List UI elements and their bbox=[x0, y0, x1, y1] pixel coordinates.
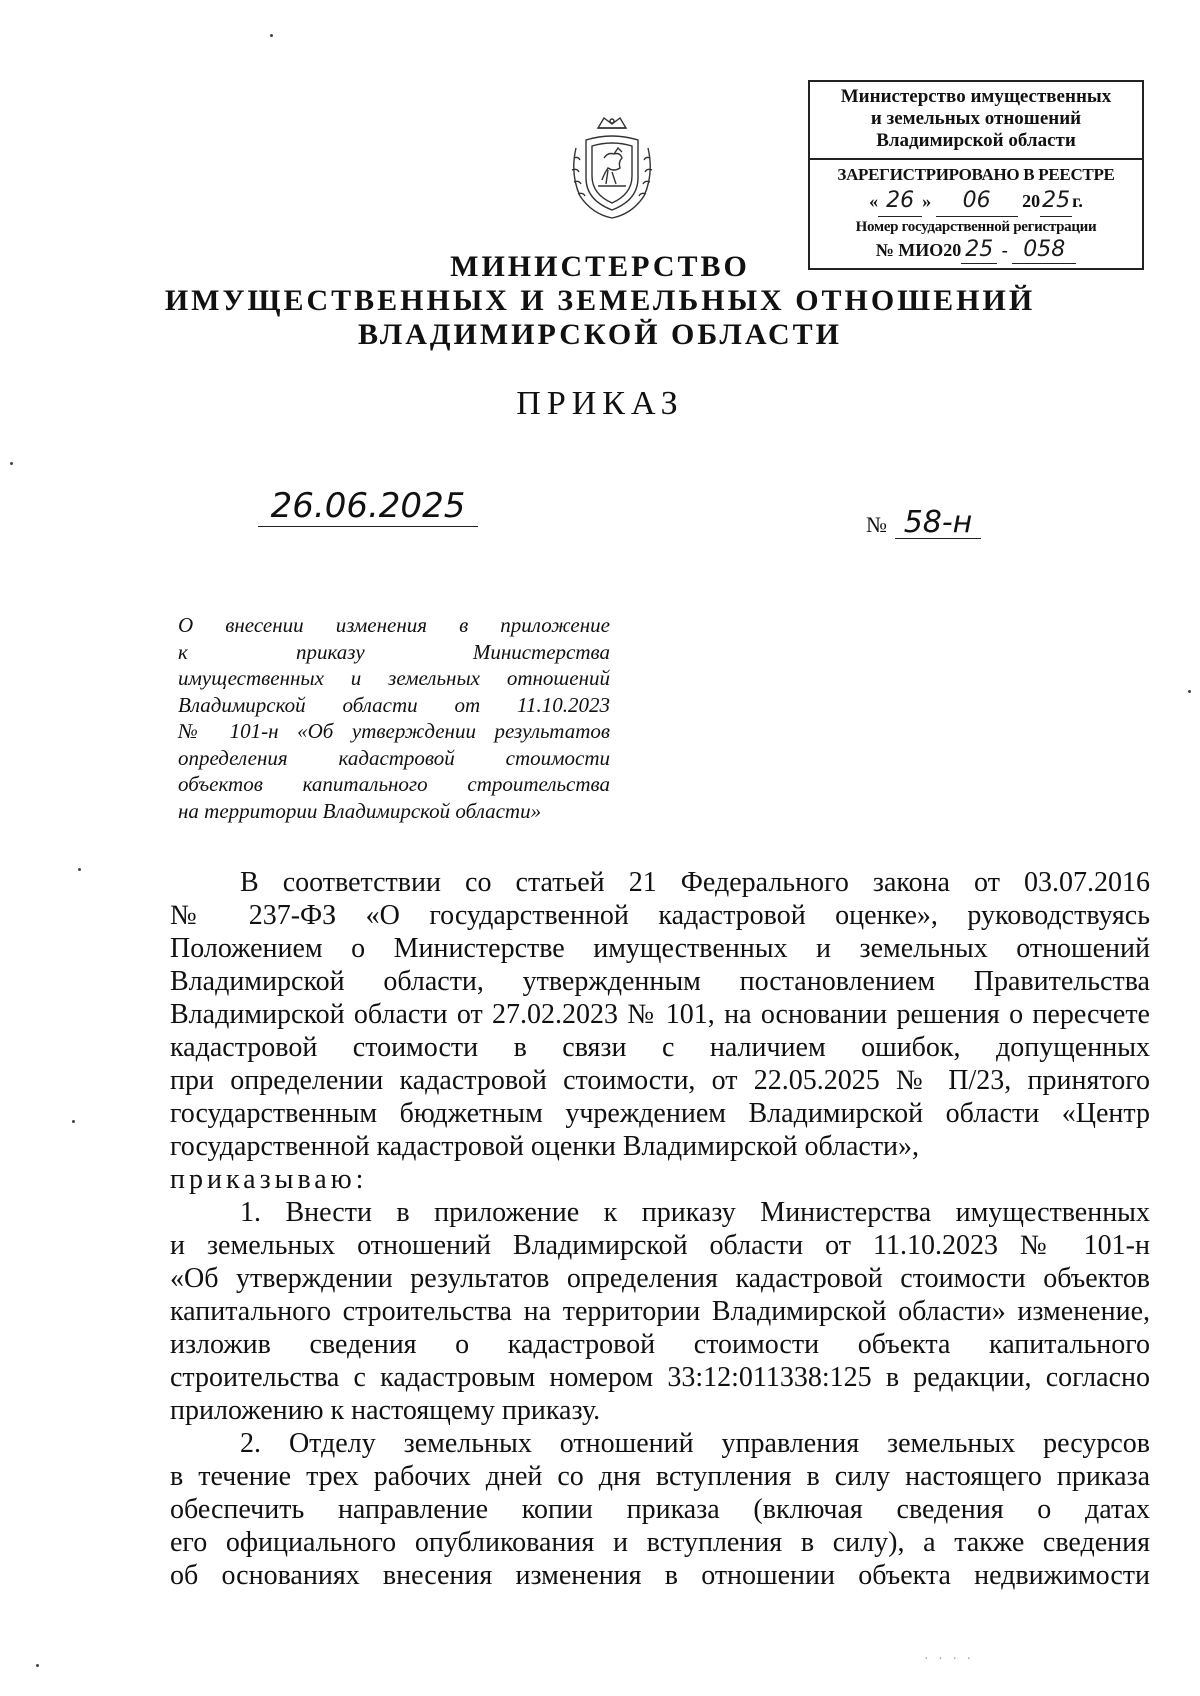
scan-speck bbox=[36, 1664, 39, 1667]
coat-of-arms-icon bbox=[568, 114, 656, 224]
stamp-reg-label: Номер государственной регистрации bbox=[855, 219, 1097, 235]
preamble-line: Положением о Министерстве имущественных и земельных отношений bbox=[170, 933, 1150, 964]
item-2-line: в течение трех рабочих дней со дня вступления в силу настоящего приказа bbox=[170, 1461, 1150, 1492]
command-word: приказываю: bbox=[170, 1164, 368, 1195]
stamp-reg-year: 25 bbox=[961, 237, 997, 264]
item-1-line: «Об утверждении результатов определения кадастровой стоимости объектов bbox=[170, 1263, 1150, 1294]
stamp-org-line: Владимирской области bbox=[876, 130, 1076, 151]
scan-speck bbox=[1188, 690, 1191, 693]
stamp-registered-label: ЗАРЕГИСТРИРОВАНО В РЕЕСТРЕ bbox=[837, 165, 1115, 184]
preamble-line: В соответствии со статьей 21 Федерального закона от 03.07.2016 bbox=[240, 867, 1150, 898]
stamp-org-line: и земельных отношений bbox=[870, 108, 1082, 129]
scan-speck bbox=[72, 1120, 75, 1123]
stamp-org-line: Министерство имущественных bbox=[840, 86, 1112, 107]
preamble-line: Владимирской области от 27.02.2023 № 101, на основании решения о пересчете bbox=[170, 999, 1150, 1030]
stamp-reg-num: 058 bbox=[1012, 237, 1076, 264]
page-footer-mark: · · · · bbox=[924, 1652, 975, 1667]
stamp-day: 26 bbox=[878, 186, 922, 217]
preamble-line: № 237-ФЗ «О государственной кадастровой оценке», руководствуясь bbox=[170, 900, 1150, 931]
order-number: 58-н bbox=[895, 508, 981, 539]
item-1-line: 1. Внести в приложение к приказу Министерства имущественных bbox=[240, 1197, 1150, 1228]
subject-line: к приказу Министерства bbox=[178, 639, 610, 664]
item-2-paragraph bbox=[170, 1427, 1150, 1592]
item-1-line: строительства с кадастровым номером 33:12:011338:125 в редакции, согласно bbox=[170, 1362, 1150, 1393]
stamp-year-end: г. bbox=[1072, 191, 1083, 211]
stamp-month: 06 bbox=[936, 186, 1018, 217]
order-body bbox=[170, 866, 1150, 1592]
subject-line: имущественных и земельных отношений bbox=[178, 666, 610, 690]
registration-stamp bbox=[808, 80, 1144, 270]
scan-speck bbox=[78, 868, 81, 871]
ministry-line: ВЛАДИМИРСКОЙ ОБЛАСТИ bbox=[358, 318, 842, 351]
order-subject bbox=[178, 612, 610, 824]
preamble-line: государственной кадастровой оценки Владимирской области», bbox=[170, 1131, 920, 1162]
stamp-year-prefix: 20 bbox=[1022, 191, 1041, 211]
item-1-line: капитального строительства на территории Владимирской области» изменение, bbox=[170, 1296, 1150, 1327]
item-1-line: изложив сведения о кадастровой стоимости объекта капитального bbox=[170, 1329, 1150, 1360]
item-1-paragraph bbox=[170, 1196, 1150, 1427]
preamble-line: кадастровой стоимости в связи с наличием ошибок, допущенных bbox=[170, 1032, 1150, 1063]
scan-speck bbox=[270, 34, 273, 37]
stamp-date-line: « 26 » 06 2025 г. bbox=[816, 186, 1136, 217]
order-date: 26.06.2025 bbox=[258, 486, 478, 527]
subject-line: объектов капитального строительства bbox=[178, 772, 610, 796]
order-number-block bbox=[866, 505, 981, 540]
preamble-line: государственным бюджетным учреждением Владимирской области «Центр bbox=[170, 1098, 1150, 1129]
stamp-reg-dash: - bbox=[1001, 240, 1008, 260]
ministry-header bbox=[120, 250, 1080, 352]
preamble-line: Владимирской области, утвержденным постановлением Правительства bbox=[170, 966, 1150, 997]
ministry-line: МИНИСТЕРСТВО bbox=[450, 250, 750, 283]
subject-line: на территории Владимирской области» bbox=[178, 798, 542, 823]
item-1-line: и земельных отношений Владимирской области от 11.10.2023 № 101-н bbox=[170, 1230, 1150, 1261]
subject-line: О внесении изменения в приложение bbox=[178, 613, 610, 637]
subject-line: определения кадастровой стоимости bbox=[178, 745, 610, 770]
scan-speck bbox=[10, 462, 13, 465]
item-2-line: об основаниях внесения изменения в отношении объекта недвижимости bbox=[170, 1560, 1150, 1591]
subject-line: № 101-н «Об утверждении результатов bbox=[178, 719, 610, 743]
stamp-year-suffix: 25 bbox=[1040, 186, 1072, 217]
item-2-line: обеспечить направление копии приказа (включая сведения о датах bbox=[170, 1494, 1150, 1525]
order-number-label: № bbox=[866, 512, 887, 537]
stamp-reg-prefix: № МИО20 bbox=[875, 240, 962, 260]
item-2-line: его официального опубликования и вступления в силу), а также сведения bbox=[170, 1527, 1150, 1558]
preamble-line: при определении кадастровой стоимости, от 22.05.2025 № П/23, принятого bbox=[170, 1065, 1150, 1096]
ministry-line: ИМУЩЕСТВЕННЫХ И ЗЕМЕЛЬНЫХ ОТНОШЕНИЙ bbox=[164, 284, 1036, 317]
preamble-paragraph bbox=[170, 866, 1150, 1163]
item-2-line: 2. Отделу земельных отношений управления земельных ресурсов bbox=[240, 1428, 1150, 1459]
item-1-line: приложению к настоящему приказу. bbox=[170, 1395, 601, 1426]
stamp-organization bbox=[810, 82, 1142, 160]
document-title: ПРИКАЗ bbox=[516, 385, 684, 422]
subject-line: Владимирской области от 11.10.2023 bbox=[178, 692, 610, 717]
